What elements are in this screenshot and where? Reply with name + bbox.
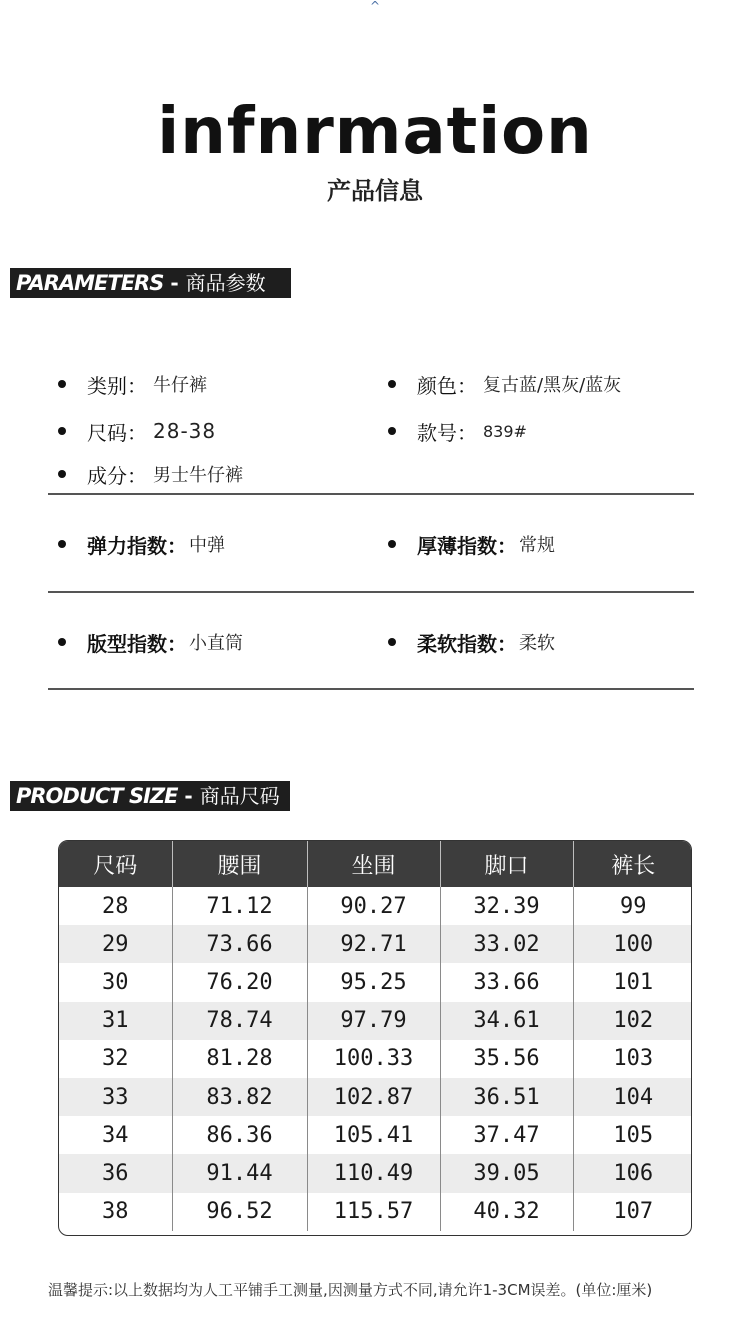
table-cell: 37.47 <box>440 1116 573 1154</box>
table-row <box>59 1078 692 1116</box>
table-row <box>59 887 692 925</box>
table-cell: 33.66 <box>440 963 573 1001</box>
size-table-header-row <box>59 841 692 887</box>
param-composition <box>58 459 243 489</box>
param-fit-label: 版型指数： <box>87 631 187 656</box>
measurement-note: 温馨提示:以上数据均为人工平铺手工测量,因测量方式不同,请允许1-3CM误差。(单位:厘米) <box>48 1281 653 1299</box>
table-cell: 96.52 <box>172 1193 307 1231</box>
param-model-label: 款号： <box>417 420 477 445</box>
table-cell: 29 <box>59 925 172 963</box>
table-cell: 38 <box>59 1193 172 1231</box>
table-cell: 110.49 <box>307 1154 440 1192</box>
param-model-value: 839# <box>483 421 527 441</box>
parameters-section-header <box>10 268 291 298</box>
collapse-caret-icon[interactable]: ^ <box>369 0 381 13</box>
param-size-value: 28-38 <box>153 419 217 443</box>
table-cell: 100 <box>573 925 692 963</box>
table-cell: 76.20 <box>172 963 307 1001</box>
table-cell: 101 <box>613 969 654 995</box>
param-category <box>58 369 207 399</box>
table-cell: 28 <box>59 887 172 925</box>
table-cell: 102.87 <box>307 1078 440 1116</box>
param-thickness-label: 厚薄指数： <box>417 533 517 558</box>
param-color <box>388 369 621 399</box>
param-softness <box>388 627 555 657</box>
param-stretch-value: 中弹 <box>189 535 225 556</box>
column-header-hip: 坐围 <box>307 841 440 887</box>
param-size-label: 尺码： <box>87 420 147 445</box>
param-stretch-label: 弹力指数： <box>87 533 187 558</box>
param-category-value: 牛仔裤 <box>153 375 207 396</box>
table-cell: 33 <box>59 1078 172 1116</box>
table-cell: 36 <box>59 1154 172 1192</box>
divider <box>48 688 694 690</box>
table-cell: 105.41 <box>307 1116 440 1154</box>
table-cell: 34.61 <box>440 1002 573 1040</box>
parameters-heading-zh: 商品参数 <box>185 271 266 295</box>
bullet-icon <box>388 380 396 388</box>
table-cell: 30 <box>59 963 172 1001</box>
table-cell: 39.05 <box>440 1154 573 1192</box>
table-cell: 90.27 <box>307 887 440 925</box>
divider <box>48 493 694 495</box>
table-row <box>59 925 692 963</box>
bullet-icon <box>58 427 66 435</box>
table-cell: 83.82 <box>172 1078 307 1116</box>
table-cell: 107 <box>613 1199 654 1225</box>
bullet-icon <box>388 638 396 646</box>
param-softness-label: 柔软指数： <box>417 631 517 656</box>
size-heading-en: PRODUCT SIZE <box>16 784 178 808</box>
param-thickness-value: 常规 <box>519 535 555 556</box>
table-cell: 32.39 <box>440 887 573 925</box>
size-heading-separator: - <box>177 784 200 808</box>
table-cell: 32 <box>59 1040 172 1078</box>
table-cell: 86.36 <box>172 1116 307 1154</box>
page-title: infnrmation <box>157 95 593 169</box>
table-cell: 105 <box>613 1122 654 1148</box>
bullet-icon <box>388 427 396 435</box>
parameters-heading-separator: - <box>163 271 186 295</box>
table-cell: 115.57 <box>307 1193 440 1231</box>
parameters-heading-en: PARAMETERS <box>16 271 164 295</box>
table-cell: 73.66 <box>172 925 307 963</box>
size-section-header <box>10 781 290 811</box>
size-heading-zh: 商品尺码 <box>199 784 280 808</box>
table-cell: 104 <box>573 1078 692 1116</box>
table-cell: 78.74 <box>172 1002 307 1040</box>
table-row <box>59 1154 692 1192</box>
param-thickness <box>388 529 555 559</box>
size-table <box>58 840 692 1236</box>
divider <box>48 591 694 593</box>
bullet-icon <box>58 638 66 646</box>
table-cell: 40.32 <box>440 1193 573 1231</box>
table-row <box>59 1116 692 1154</box>
table-row <box>59 963 692 1001</box>
bullet-icon <box>58 380 66 388</box>
bullet-icon <box>58 540 66 548</box>
table-cell: 35.56 <box>440 1040 573 1078</box>
column-header-length: 裤长 <box>573 841 692 887</box>
table-cell: 92.71 <box>307 925 440 963</box>
param-fit <box>58 627 243 657</box>
param-softness-value: 柔软 <box>519 633 555 654</box>
page-subtitle: 产品信息 <box>327 177 423 205</box>
param-color-label: 颜色： <box>417 373 477 398</box>
column-header-leg-opening: 脚口 <box>440 841 573 887</box>
table-cell: 31 <box>59 1002 172 1040</box>
param-composition-label: 成分： <box>87 463 147 488</box>
table-cell: 71.12 <box>172 887 307 925</box>
table-cell: 99 <box>620 893 647 919</box>
table-cell: 36.51 <box>440 1078 573 1116</box>
table-cell: 106 <box>573 1154 692 1192</box>
param-size <box>58 416 216 446</box>
param-model <box>388 416 527 446</box>
param-stretch <box>58 529 225 559</box>
table-cell: 81.28 <box>172 1040 307 1078</box>
table-cell: 91.44 <box>172 1154 307 1192</box>
column-header-waist: 腰围 <box>172 841 307 887</box>
table-row <box>59 1002 692 1040</box>
table-cell: 97.79 <box>307 1002 440 1040</box>
table-cell: 100.33 <box>307 1040 440 1078</box>
table-cell: 33.02 <box>440 925 573 963</box>
param-fit-value: 小直筒 <box>189 633 243 654</box>
table-cell: 102 <box>573 1002 692 1040</box>
table-cell: 95.25 <box>307 963 440 1001</box>
table-cell: 34 <box>59 1116 172 1154</box>
table-cell: 103 <box>613 1046 654 1072</box>
column-header-size: 尺码 <box>59 841 172 887</box>
bullet-icon <box>388 540 396 548</box>
param-color-value: 复古蓝/黑灰/蓝灰 <box>483 375 622 396</box>
bullet-icon <box>58 470 66 478</box>
param-category-label: 类别： <box>87 373 147 398</box>
table-row <box>59 1193 692 1231</box>
param-composition-value: 男士牛仔裤 <box>153 465 243 486</box>
table-row <box>59 1040 692 1078</box>
